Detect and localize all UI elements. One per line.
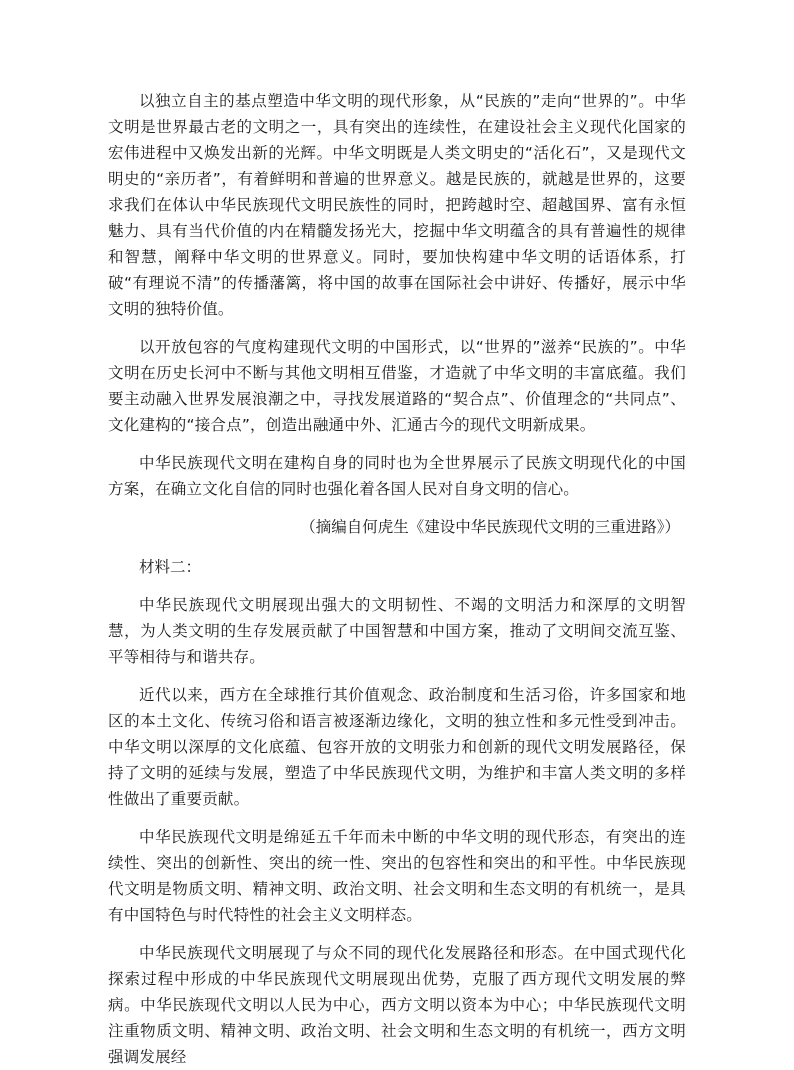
paragraph-1: 以独立自主的基点塑造中华文明的现代形象，从“民族的”走向“世界的”。中华文明是世界最古老的文明之一，具有突出的连续性，在建设社会主义现代化国家的宏伟进程中又焕发出新的光辉。中华文明既是人类文明史的“活化石”，又是现代文明史的“亲历者”，有着鲜明和普遍的世界意义。越是民族的，就越是世界的，这要求我们在体认中华民族现代文明民族性的同时，把跨越时空、超越国界、富有永恒魅力、具有当代价值的内在精髓发扬光大，挖掘中华文明蕴含的具有普遍性的规律和智慧，阐释中华文明的世界意义。同时，要加快构建中华文明的话语体系，打破“有理说不清”的传播藩篱，将中国的故事在国际社会中讲好、传播好，展示中华文明的独特价值。 <box>108 92 686 318</box>
source-citation: （摘编自何虎生《建设中华民族现代文明的三重进路》） <box>300 518 680 536</box>
document-page <box>108 88 686 1070</box>
paragraph-7: 中华民族现代文明展现了与众不同的现代化发展路径和形态。在中国式现代化探索过程中形成的中华民族现代文明展现出优势，克服了西方现代文明发展的弊病。中华民族现代文明以人民为中心，西方文明以资本为中心；中华民族现代文明注重物质文明、精神文明、政治文明、社会文明和生态文明的有机统一，西方文明强调发展经 <box>108 944 686 1066</box>
paragraph-6: 中华民族现代文明是绵延五千年而未中断的中华文明的现代形态，有突出的连续性、突出的创新性、突出的统一性、突出的包容性和突出的和平性。中华民族现代文明是物质文明、精神文明、政治文明、社会文明和生态文明的有机统一，是具有中国特色与时代特性的社会主义文明样态。 <box>108 828 686 924</box>
section-heading-material-two: 材料二： <box>139 558 202 576</box>
paragraph-5: 近代以来，西方在全球推行其价值观念、政治制度和生活习俗，许多国家和地区的本土文化、传统习俗和语言被逐渐边缘化，文明的独立性和多元性受到冲击。中华文明以深厚的文化底蕴、包容开放的文明张力和创新的现代文明发展路径，保持了文明的延续与发展，塑造了中华民族现代文明，为维护和丰富人类文明的多样性做出了重要贡献。 <box>108 686 686 808</box>
paragraph-3: 中华民族现代文明在建构自身的同时也为全世界展示了民族文明现代化的中国方案，在确立文化自信的同时也强化着各国人民对自身文明的信心。 <box>108 454 686 498</box>
paragraph-2: 以开放包容的气度构建现代文明的中国形式，以“世界的”滋养“民族的”。中华文明在历史长河中不断与其他文明相互借鉴，才造就了中华文明的丰富底蕴。我们要主动融入世界发展浪潮之中，寻找发展道路的“契合点”、价值理念的“共同点”、文化建构的“接合点”，创造出融通中外、汇通古今的现代文明新成果。 <box>108 338 686 434</box>
paragraph-4: 中华民族现代文明展现出强大的文明韧性、不竭的文明活力和深厚的文明智慧，为人类文明的生存发展贡献了中国智慧和中国方案，推动了文明间交流互鉴、平等相待与和谐共存。 <box>108 596 686 666</box>
